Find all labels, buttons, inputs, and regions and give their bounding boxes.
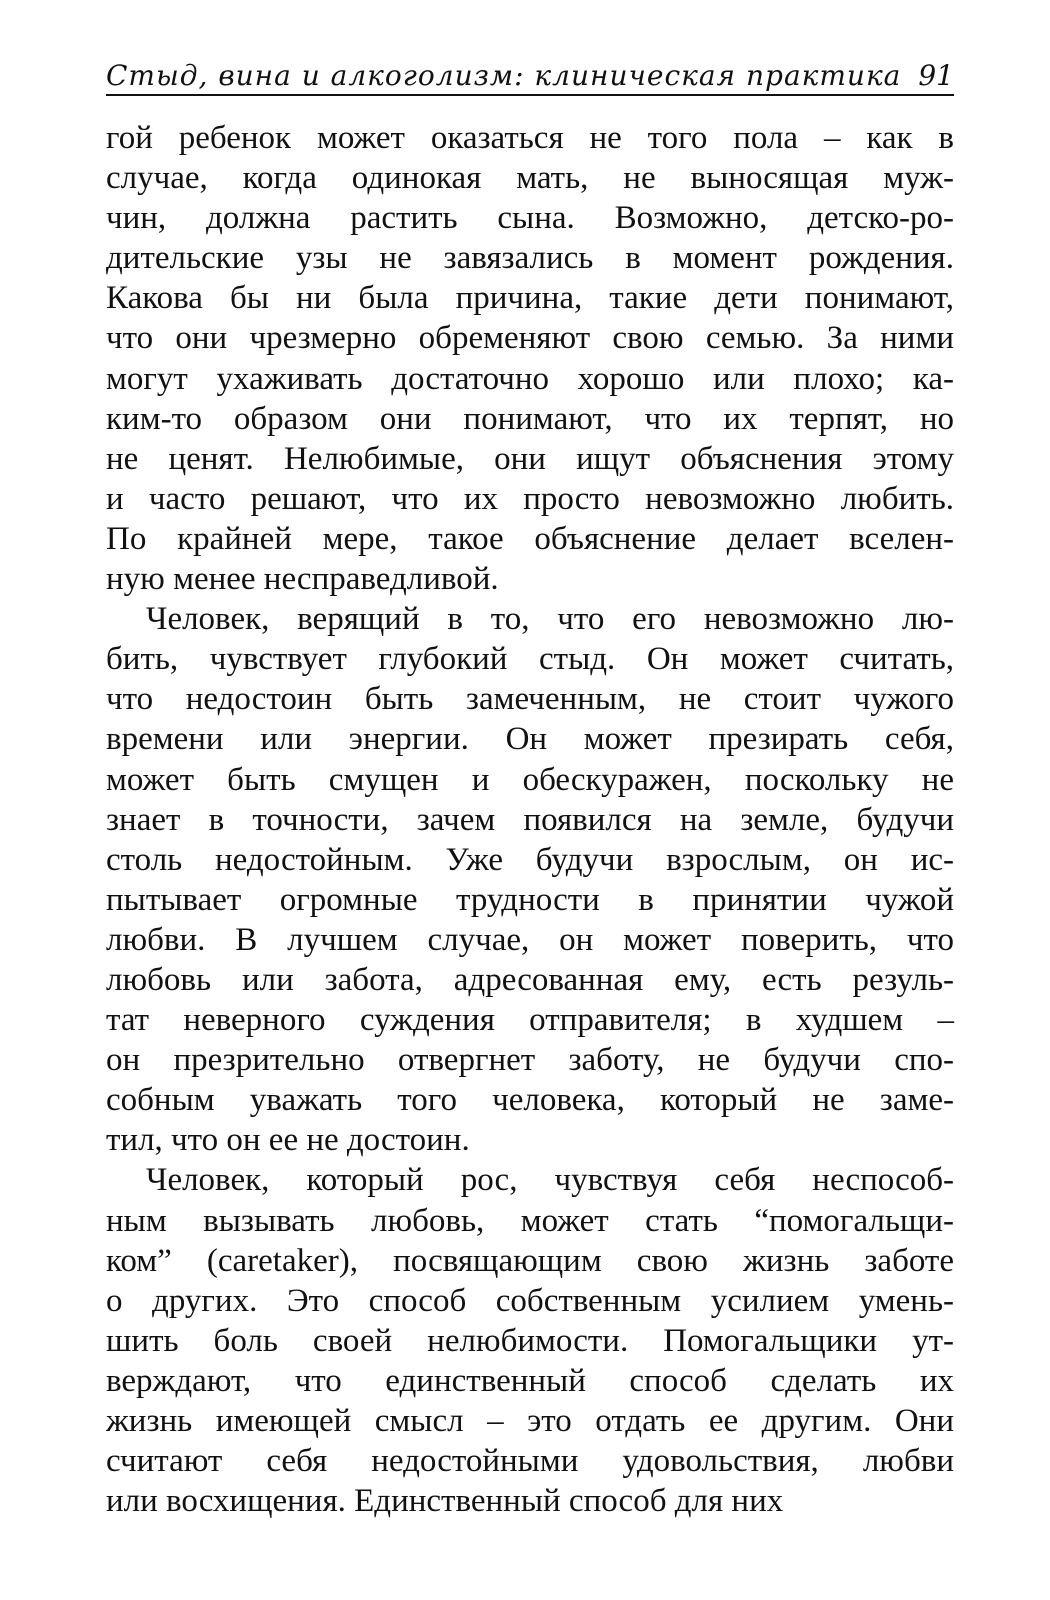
text-line: ным вызывать любовь, может стать “помогальщи- <box>106 1202 954 1239</box>
running-header-title: Стыд, вина и алкоголизм: клиническая практика <box>106 59 902 92</box>
text-line: столь недостойным. Уже будучи взрослым, он ис- <box>106 841 954 878</box>
text-line: Человек, который рос, чувствуя себя неспособ- <box>146 1162 954 1199</box>
text-line: дительские узы не завязались в момент рождения. <box>106 240 954 277</box>
text-line: чин, должна растить сына. Возможно, детско-ро- <box>106 200 954 237</box>
text-line: Человек, верящий в то, что его невозможно лю- <box>146 601 954 638</box>
text-line: Какова бы ни была причина, такие дети понимают, <box>106 280 954 317</box>
page-number: 91 <box>918 59 954 92</box>
text-line: тат неверного суждения отправителя; в худшем – <box>106 1002 954 1039</box>
text-line: По крайней мере, такое объяснение делает вселен- <box>106 520 954 557</box>
text-line: ким-то образом они понимают, что их терпят, но <box>106 400 954 437</box>
text-line: случае, когда одинокая мать, не выносящая муж- <box>106 160 954 197</box>
text-line: гой ребенок может оказаться не того пола – как в <box>106 120 954 156</box>
text-line: может быть смущен и обескуражен, поскольку не <box>106 761 954 798</box>
text-line: он презрительно отвергнет заботу, не будучи спо- <box>106 1042 954 1079</box>
text-line: знает в точности, зачем появился на земле, будучи <box>106 801 954 838</box>
text-line: собным уважать того человека, который не заме- <box>106 1082 954 1119</box>
text-line: шить боль своей нелюбимости. Помогальщики ут- <box>106 1322 954 1359</box>
text-line: любовь или забота, адресованная ему, есть резуль- <box>106 961 954 998</box>
text-line: не ценят. Нелюбимые, они ищут объяснения этому <box>106 440 954 477</box>
text-line: и часто решают, что их просто невозможно любить. <box>106 480 954 517</box>
paragraph <box>106 1160 954 1521</box>
text-line: о других. Это способ собственным усилием умень- <box>106 1282 954 1319</box>
text-line: что они чрезмерно обременяют свою семью. За ними <box>106 320 954 357</box>
text-line: жизнь имеющей смысл – это отдать ее другим. Они <box>106 1403 954 1439</box>
text-line: считают себя недостойными удовольствия, любви <box>106 1443 954 1480</box>
running-header <box>106 50 954 96</box>
text-line: ком” (caretaker), посвящающим свою жизнь заботе <box>106 1242 954 1279</box>
text-line: времени или энергии. Он может презирать себя, <box>106 721 954 758</box>
text-line: или восхищения. Единственный способ для них <box>106 1483 784 1520</box>
paragraph <box>106 118 954 599</box>
text-line: верждают, что единственный способ сделать их <box>106 1362 954 1399</box>
text-line: могут ухаживать достаточно хорошо или плохо; ка- <box>106 360 954 397</box>
text-line: ную менее несправедливой. <box>106 561 499 598</box>
text-line: пытывает огромные трудности в принятии чужой <box>106 881 954 918</box>
body-text <box>106 118 954 1521</box>
text-line: бить, чувствует глубокий стыд. Он может считать, <box>106 641 954 678</box>
text-line: что недостоин быть замеченным, не стоит чужого <box>106 681 954 718</box>
text-line: тил, что он ее не достоин. <box>106 1122 470 1159</box>
paragraph <box>106 599 954 1160</box>
text-line: любви. В лучшем случае, он может поверить, что <box>106 921 954 958</box>
